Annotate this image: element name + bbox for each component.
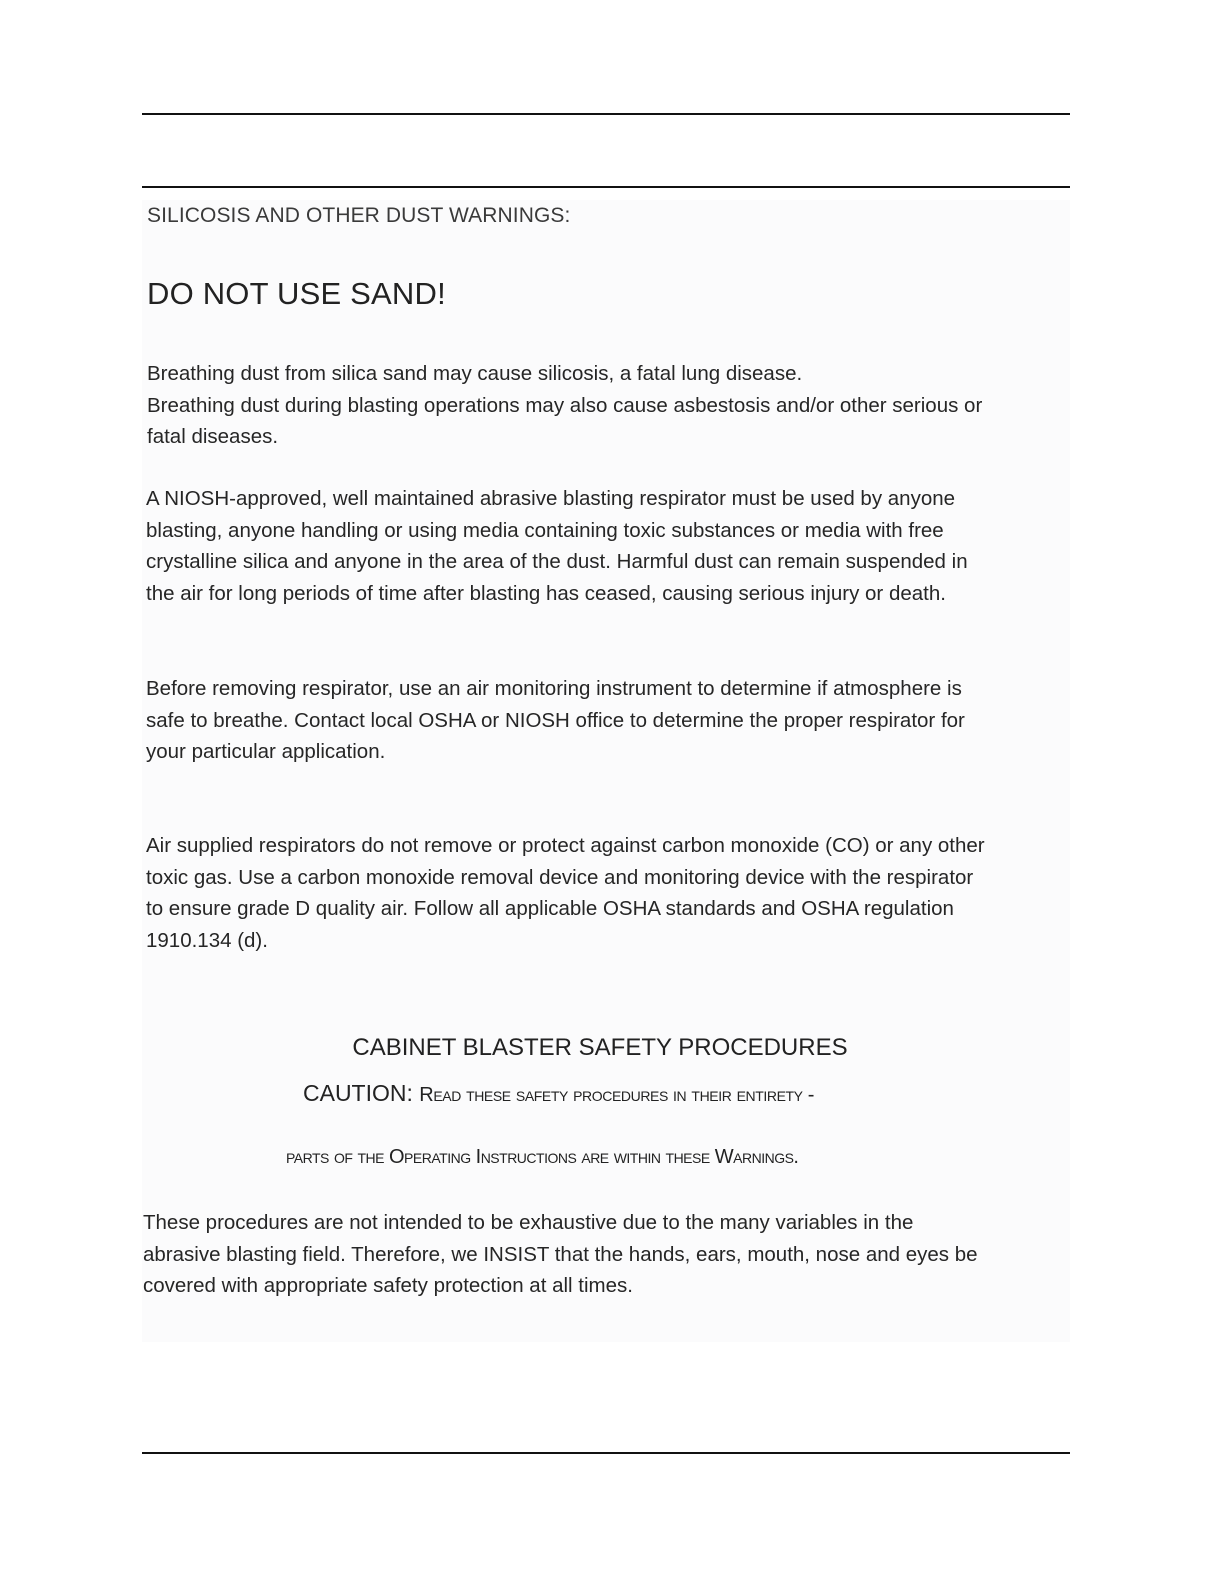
paragraph-air-monitoring bbox=[146, 673, 965, 768]
header-rule-bottom bbox=[142, 186, 1070, 188]
text-line: Air supplied respirators do not remove or protect against carbon monoxide (CO) or any other bbox=[146, 834, 985, 857]
caution-line-2: parts of the Operating Instructions are within these Warnings. bbox=[286, 1146, 799, 1168]
text-line: the air for long periods of time after blasting has ceased, causing serious injury or death. bbox=[146, 581, 946, 605]
text-line: toxic gas. Use a carbon monoxide removal device and monitoring device with the respirator bbox=[146, 865, 974, 889]
text-line: These procedures are not intended to be exhaustive due to the many variables in the bbox=[143, 1211, 914, 1234]
text-line: fatal diseases. bbox=[147, 425, 279, 448]
caution-label: CAUTION: bbox=[303, 1080, 413, 1106]
text-line: Breathing dust from silica sand may cause silicosis, a fatal lung disease. bbox=[147, 362, 803, 385]
text-line: to ensure grade D quality air. Follow all applicable OSHA standards and OSHA regulation bbox=[146, 897, 954, 920]
text-line: Before removing respirator, use an air monitoring instrument to determine if atmosphere is bbox=[146, 677, 962, 700]
text-line: your particular application. bbox=[146, 740, 386, 763]
paragraph-respirator bbox=[146, 483, 968, 609]
section-heading: SILICOSIS AND OTHER DUST WARNINGS: bbox=[147, 204, 571, 227]
header-rule-top bbox=[142, 113, 1070, 115]
text-line: abrasive blasting field. Therefore, we INSIST that the hands, ears, mouth, nose and eyes be bbox=[143, 1242, 978, 1266]
text-line: covered with appropriate safety protection at all times. bbox=[143, 1274, 633, 1297]
caution-text: Read these safety procedures in their entirety - bbox=[419, 1084, 815, 1106]
paragraph-procedures bbox=[143, 1207, 978, 1302]
footer-rule bbox=[142, 1452, 1070, 1454]
caution-line bbox=[303, 1080, 814, 1107]
paragraph-silicosis bbox=[147, 358, 982, 453]
text-line: safe to breathe. Contact local OSHA or NIOSH office to determine the proper respirator for bbox=[146, 708, 965, 732]
text-line: 1910.134 (d). bbox=[146, 928, 268, 952]
text-line: Breathing dust during blasting operations may also cause asbestosis and/or other serious or bbox=[147, 393, 983, 417]
text-line: crystalline silica and anyone in the area of the dust. Harmful dust can remain suspended in bbox=[146, 550, 968, 573]
procedures-title: CABINET BLASTER SAFETY PROCEDURES bbox=[352, 1034, 848, 1061]
paragraph-carbon-monoxide bbox=[146, 830, 985, 956]
warning-title: DO NOT USE SAND! bbox=[147, 276, 446, 311]
text-line: A NIOSH-approved, well maintained abrasive blasting respirator must be used by anyone bbox=[146, 487, 956, 510]
text-line: blasting, anyone handling or using media containing toxic substances or media with free bbox=[146, 518, 944, 542]
